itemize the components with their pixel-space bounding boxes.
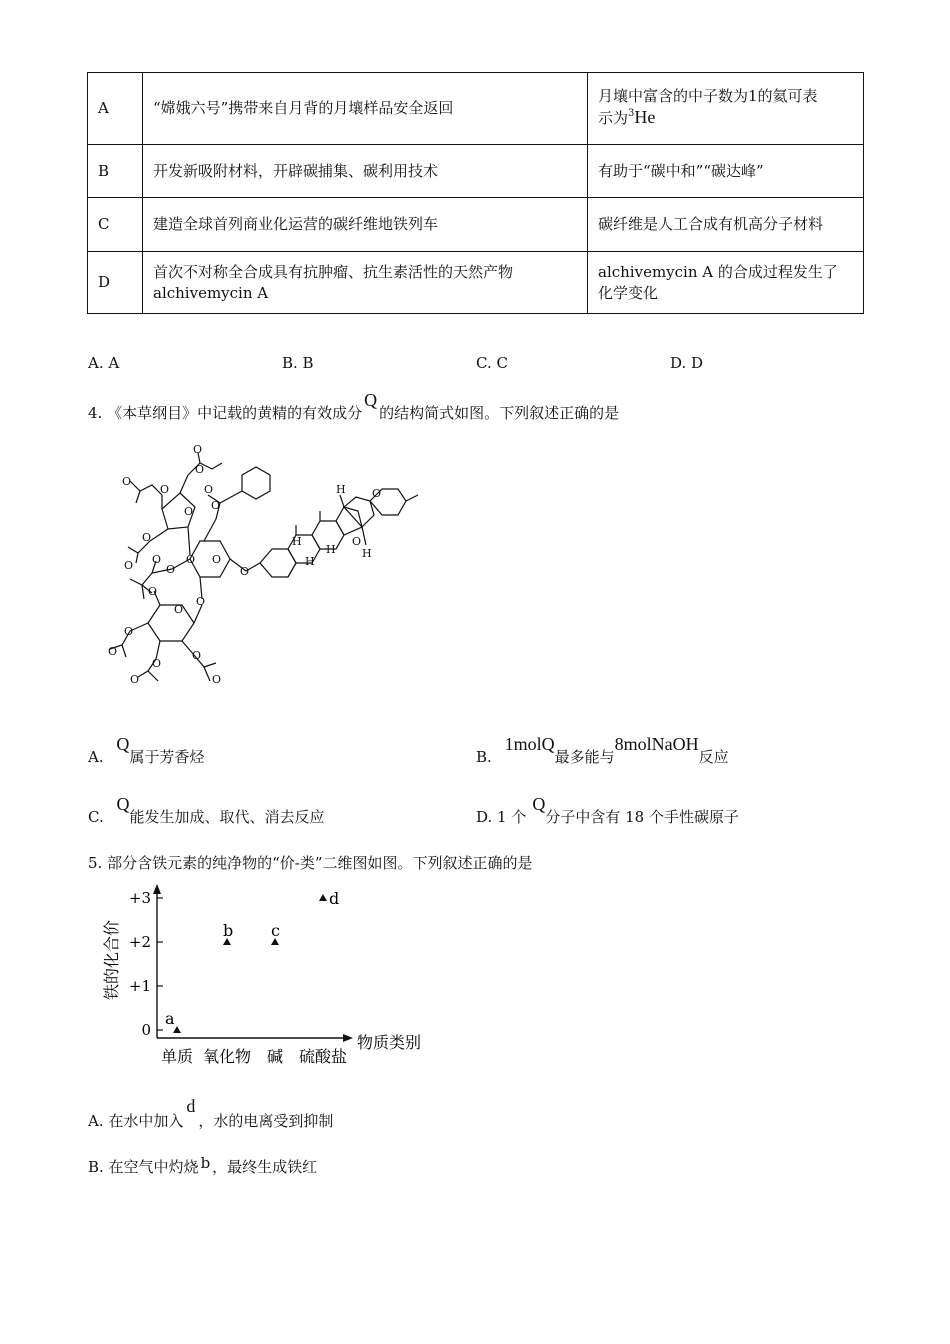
atom-label: O [122, 475, 132, 488]
atom-label: O [352, 535, 362, 548]
atom-label: H [326, 543, 336, 556]
species-d: d [186, 1096, 196, 1116]
atom-label: O [372, 487, 382, 500]
choice-label: D. 1 个 [476, 808, 527, 826]
atom-label: O [186, 553, 196, 566]
helium-symbol: He [634, 107, 656, 127]
row-letter: A [88, 73, 143, 145]
options-table [87, 72, 864, 314]
atom-label: H [336, 483, 346, 496]
row-event: 建造全球首列商业化运营的碳纤维地铁列车 [143, 198, 588, 252]
atom-label: H [362, 547, 372, 560]
q4-stem [88, 390, 620, 423]
row-letter: C [88, 198, 143, 252]
statement-line1: 月壤中富含的中子数为1的氦可表 [598, 87, 818, 105]
y-tick-label: +3 [128, 889, 151, 907]
choice-text-end: 反应 [698, 748, 729, 766]
atom-label: O [212, 553, 222, 566]
category-label: 单质 [160, 1047, 194, 1066]
q4-choice-c[interactable] [88, 794, 325, 827]
choice-label: C. [88, 808, 104, 826]
row-event: “嫦娥六号”携带来自月背的月壤样品安全返回 [143, 73, 588, 145]
helium-mass-number: 3 [628, 108, 635, 119]
statement-line2: 化学变化 [598, 283, 659, 302]
q-symbol: Q [532, 794, 546, 814]
row-event: 开发新吸附材料，开辟碳捕集、碳利用技术 [143, 145, 588, 198]
atom-label: O [193, 445, 203, 456]
y-axis-label: 铁的化合价 [102, 919, 121, 1000]
q4-choice-d[interactable] [476, 794, 739, 827]
q5-choice-a[interactable] [88, 1096, 334, 1131]
data-point-d [319, 894, 327, 901]
y-tick-label: +1 [128, 977, 151, 995]
choice-label: B. [476, 748, 492, 766]
row-statement: 碳纤维是人工合成有机高分子材料 [588, 198, 864, 252]
category-label: 碱 [266, 1047, 284, 1066]
statement-line2: 示为 [598, 109, 629, 127]
atom-label: H [292, 535, 302, 548]
point-label: c [271, 921, 280, 940]
point-label: d [329, 889, 340, 908]
q5-choice-b[interactable] [88, 1156, 317, 1177]
q4-q-symbol: Q [364, 390, 378, 410]
q4-choice-b[interactable] [476, 734, 729, 767]
y-tick-label: +2 [128, 933, 151, 951]
choice-text: A. 在水中加入 [88, 1112, 184, 1130]
atom-label: O [166, 563, 176, 576]
atom-label: O [130, 673, 140, 686]
x-axis-arrow [343, 1034, 353, 1042]
q3-choice-a[interactable]: A. A [88, 354, 120, 372]
atom-label: O [160, 483, 170, 496]
atom-label: O [152, 657, 162, 670]
atom-label: O [124, 559, 134, 572]
x-axis-label: 物质类别 [357, 1033, 422, 1052]
choice-text-end: ，最终生成铁红 [212, 1158, 318, 1176]
category-label: 硫酸盐 [298, 1047, 348, 1066]
table-row [88, 252, 864, 314]
category-label: 氧化物 [202, 1047, 252, 1066]
y-axis-arrow [153, 884, 161, 894]
atom-label: O [108, 645, 118, 658]
q-symbol: Q [116, 734, 130, 754]
choice-text: 能发生加成、取代、消去反应 [129, 808, 325, 826]
atom-label: O [124, 625, 134, 638]
statement-line1: alchivemycin A 的合成过程发生了 [598, 262, 838, 281]
atom-label: O [204, 483, 214, 496]
structure-diagram [100, 445, 430, 690]
atom-label: O [195, 463, 205, 476]
atom-label: O [196, 595, 206, 608]
row-statement [588, 73, 864, 145]
table-row [88, 145, 864, 198]
q3-choice-c[interactable]: C. C [476, 354, 508, 372]
amount-8molNaOH: 8molNaOH [614, 734, 699, 754]
table-row [88, 73, 864, 145]
atom-label: O [211, 499, 221, 512]
event-line1: 首次不对称全合成具有抗肿瘤、抗生素活性的天然产物 [153, 262, 514, 281]
choice-text: B. 在空气中灼烧 [88, 1158, 199, 1176]
atom-label: O [142, 531, 152, 544]
atom-label: O [184, 505, 194, 518]
atom-label: H [305, 555, 315, 568]
point-label: a [165, 1009, 175, 1028]
choice-text: 最多能与 [554, 748, 615, 766]
choice-text-end: ，水的电离受到抑制 [198, 1112, 334, 1130]
q-symbol: Q [116, 794, 130, 814]
q3-choice-b[interactable]: B. B [282, 354, 314, 372]
point-label: b [223, 921, 234, 940]
y-tick-label: 0 [141, 1021, 151, 1039]
q5-stem: 5. 部分含铁元素的纯净物的“价-类”二维图如图。下列叙述正确的是 [88, 854, 533, 872]
q4-choice-a[interactable] [88, 734, 205, 767]
q4-stem-start: 4. 《本草纲目》中记载的黄精的有效成分 [88, 404, 363, 422]
row-statement [588, 252, 864, 314]
row-statement: 有助于“碳中和”“碳达峰” [588, 145, 864, 198]
species-b: b [200, 1154, 211, 1172]
event-line2: alchivemycin A [153, 283, 269, 302]
atom-label: O [148, 585, 158, 598]
row-letter: D [88, 252, 143, 314]
table-row [88, 198, 864, 252]
row-event [143, 252, 588, 314]
amount-1molQ: 1molQ [504, 734, 555, 754]
atom-label: O [192, 649, 202, 662]
choice-text: 属于芳香烃 [129, 748, 205, 766]
atom-label: O [174, 603, 184, 616]
row-letter: B [88, 145, 143, 198]
q3-choice-d[interactable]: D. D [670, 354, 704, 372]
atom-label: O [240, 565, 250, 578]
q4-stem-end: 的结构简式如图。下列叙述正确的是 [379, 404, 620, 422]
atom-label: O [152, 553, 162, 566]
valence-chart [95, 880, 445, 1080]
choice-label: A. [88, 748, 104, 766]
choice-text: 分子中含有 18 个手性碳原子 [545, 808, 739, 826]
atom-label: O [212, 673, 222, 686]
